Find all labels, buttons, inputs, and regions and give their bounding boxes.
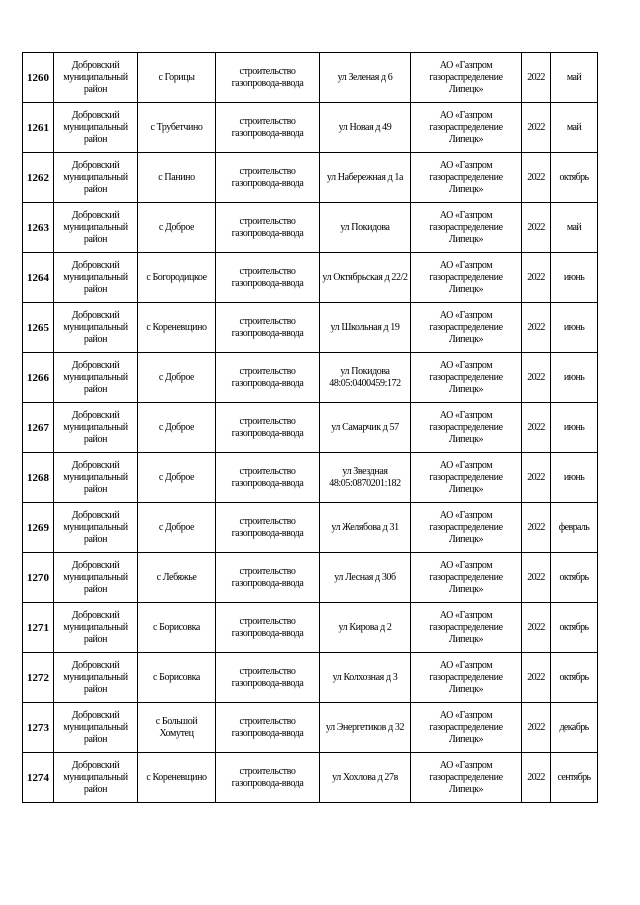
- year-cell: 2022: [522, 53, 551, 103]
- table-row: [23, 703, 598, 753]
- work-type-cell: строительство газопровода-ввода: [216, 753, 320, 803]
- table-row: [23, 403, 598, 453]
- year-cell: 2022: [522, 703, 551, 753]
- work-type-cell: строительство газопровода-ввода: [216, 53, 320, 103]
- month-cell: октябрь: [551, 603, 598, 653]
- district-cell: Добровский муниципальный район: [54, 303, 138, 353]
- row-number: 1273: [23, 703, 54, 753]
- address-cell: ул Кирова д 2: [320, 603, 411, 653]
- work-type-cell: строительство газопровода-ввода: [216, 653, 320, 703]
- row-number: 1269: [23, 503, 54, 553]
- month-cell: декабрь: [551, 703, 598, 753]
- table-row: [23, 553, 598, 603]
- address-cell: ул Набережная д 1а: [320, 153, 411, 203]
- year-cell: 2022: [522, 303, 551, 353]
- work-type-cell: строительство газопровода-ввода: [216, 153, 320, 203]
- row-number: 1274: [23, 753, 54, 803]
- locality-cell: с Борисовка: [138, 603, 216, 653]
- table-row: [23, 253, 598, 303]
- year-cell: 2022: [522, 603, 551, 653]
- work-type-cell: строительство газопровода-ввода: [216, 253, 320, 303]
- month-cell: июнь: [551, 253, 598, 303]
- district-cell: Добровский муниципальный район: [54, 653, 138, 703]
- locality-cell: с Доброе: [138, 503, 216, 553]
- month-cell: июнь: [551, 453, 598, 503]
- row-number: 1272: [23, 653, 54, 703]
- year-cell: 2022: [522, 253, 551, 303]
- organization-cell: АО «Газпром газораспределение Липецк»: [411, 253, 522, 303]
- table-row: [23, 153, 598, 203]
- work-type-cell: строительство газопровода-ввода: [216, 553, 320, 603]
- year-cell: 2022: [522, 453, 551, 503]
- row-number: 1262: [23, 153, 54, 203]
- district-cell: Добровский муниципальный район: [54, 403, 138, 453]
- work-type-cell: строительство газопровода-ввода: [216, 403, 320, 453]
- organization-cell: АО «Газпром газораспределение Липецк»: [411, 553, 522, 603]
- work-type-cell: строительство газопровода-ввода: [216, 353, 320, 403]
- locality-cell: с Лебяжье: [138, 553, 216, 603]
- row-number: 1271: [23, 603, 54, 653]
- table-row: [23, 453, 598, 503]
- row-number: 1266: [23, 353, 54, 403]
- district-cell: Добровский муниципальный район: [54, 353, 138, 403]
- district-cell: Добровский муниципальный район: [54, 103, 138, 153]
- district-cell: Добровский муниципальный район: [54, 153, 138, 203]
- row-number: 1265: [23, 303, 54, 353]
- year-cell: 2022: [522, 503, 551, 553]
- work-type-cell: строительство газопровода-ввода: [216, 103, 320, 153]
- row-number: 1261: [23, 103, 54, 153]
- district-cell: Добровский муниципальный район: [54, 203, 138, 253]
- table-body: [23, 53, 598, 803]
- table-row: [23, 303, 598, 353]
- locality-cell: с Доброе: [138, 353, 216, 403]
- locality-cell: с Борисовка: [138, 653, 216, 703]
- address-cell: ул Зеленая д 6: [320, 53, 411, 103]
- month-cell: октябрь: [551, 553, 598, 603]
- district-cell: Добровский муниципальный район: [54, 453, 138, 503]
- table-row: [23, 753, 598, 803]
- district-cell: Добровский муниципальный район: [54, 53, 138, 103]
- district-cell: Добровский муниципальный район: [54, 703, 138, 753]
- locality-cell: с Трубетчино: [138, 103, 216, 153]
- month-cell: май: [551, 53, 598, 103]
- organization-cell: АО «Газпром газораспределение Липецк»: [411, 303, 522, 353]
- table-row: [23, 103, 598, 153]
- organization-cell: АО «Газпром газораспределение Липецк»: [411, 353, 522, 403]
- year-cell: 2022: [522, 203, 551, 253]
- table-row: [23, 53, 598, 103]
- address-cell: ул Лесная д 30б: [320, 553, 411, 603]
- locality-cell: с Панино: [138, 153, 216, 203]
- year-cell: 2022: [522, 753, 551, 803]
- row-number: 1264: [23, 253, 54, 303]
- year-cell: 2022: [522, 103, 551, 153]
- organization-cell: АО «Газпром газораспределение Липецк»: [411, 653, 522, 703]
- month-cell: июнь: [551, 353, 598, 403]
- table-row: [23, 603, 598, 653]
- month-cell: октябрь: [551, 153, 598, 203]
- table-row: [23, 203, 598, 253]
- year-cell: 2022: [522, 403, 551, 453]
- locality-cell: с Горицы: [138, 53, 216, 103]
- work-type-cell: строительство газопровода-ввода: [216, 603, 320, 653]
- month-cell: февраль: [551, 503, 598, 553]
- month-cell: июнь: [551, 303, 598, 353]
- address-cell: ул Покидова 48:05:0400459:172: [320, 353, 411, 403]
- month-cell: июнь: [551, 403, 598, 453]
- locality-cell: с Большой Хомутец: [138, 703, 216, 753]
- work-type-cell: строительство газопровода-ввода: [216, 503, 320, 553]
- month-cell: октябрь: [551, 653, 598, 703]
- year-cell: 2022: [522, 153, 551, 203]
- district-cell: Добровский муниципальный район: [54, 753, 138, 803]
- address-cell: ул Звездная 48:05:0870201:182: [320, 453, 411, 503]
- locality-cell: с Кореневщино: [138, 753, 216, 803]
- month-cell: май: [551, 203, 598, 253]
- work-type-cell: строительство газопровода-ввода: [216, 703, 320, 753]
- address-cell: ул Хохлова д 27в: [320, 753, 411, 803]
- organization-cell: АО «Газпром газораспределение Липецк»: [411, 153, 522, 203]
- organization-cell: АО «Газпром газораспределение Липецк»: [411, 453, 522, 503]
- row-number: 1260: [23, 53, 54, 103]
- year-cell: 2022: [522, 353, 551, 403]
- locality-cell: с Богородицкое: [138, 253, 216, 303]
- organization-cell: АО «Газпром газораспределение Липецк»: [411, 403, 522, 453]
- table-row: [23, 353, 598, 403]
- year-cell: 2022: [522, 653, 551, 703]
- organization-cell: АО «Газпром газораспределение Липецк»: [411, 603, 522, 653]
- address-cell: ул Желябова д 31: [320, 503, 411, 553]
- organization-cell: АО «Газпром газораспределение Липецк»: [411, 503, 522, 553]
- address-cell: ул Самарчик д 57: [320, 403, 411, 453]
- table-row: [23, 503, 598, 553]
- month-cell: сентябрь: [551, 753, 598, 803]
- district-cell: Добровский муниципальный район: [54, 553, 138, 603]
- organization-cell: АО «Газпром газораспределение Липецк»: [411, 103, 522, 153]
- address-cell: ул Колхозная д 3: [320, 653, 411, 703]
- address-cell: ул Школьная д 19: [320, 303, 411, 353]
- table-row: [23, 653, 598, 703]
- organization-cell: АО «Газпром газораспределение Липецк»: [411, 203, 522, 253]
- district-cell: Добровский муниципальный район: [54, 503, 138, 553]
- row-number: 1263: [23, 203, 54, 253]
- organization-cell: АО «Газпром газораспределение Липецк»: [411, 53, 522, 103]
- work-type-cell: строительство газопровода-ввода: [216, 203, 320, 253]
- gas-connection-table: [22, 52, 598, 803]
- locality-cell: с Доброе: [138, 403, 216, 453]
- work-type-cell: строительство газопровода-ввода: [216, 453, 320, 503]
- row-number: 1268: [23, 453, 54, 503]
- row-number: 1267: [23, 403, 54, 453]
- organization-cell: АО «Газпром газораспределение Липецк»: [411, 703, 522, 753]
- month-cell: май: [551, 103, 598, 153]
- work-type-cell: строительство газопровода-ввода: [216, 303, 320, 353]
- locality-cell: с Доброе: [138, 203, 216, 253]
- locality-cell: с Доброе: [138, 453, 216, 503]
- address-cell: ул Покидова: [320, 203, 411, 253]
- address-cell: ул Энергетиков д 32: [320, 703, 411, 753]
- address-cell: ул Октябрьская д 22/2: [320, 253, 411, 303]
- address-cell: ул Новая д 49: [320, 103, 411, 153]
- row-number: 1270: [23, 553, 54, 603]
- year-cell: 2022: [522, 553, 551, 603]
- organization-cell: АО «Газпром газораспределение Липецк»: [411, 753, 522, 803]
- district-cell: Добровский муниципальный район: [54, 603, 138, 653]
- district-cell: Добровский муниципальный район: [54, 253, 138, 303]
- locality-cell: с Кореневщино: [138, 303, 216, 353]
